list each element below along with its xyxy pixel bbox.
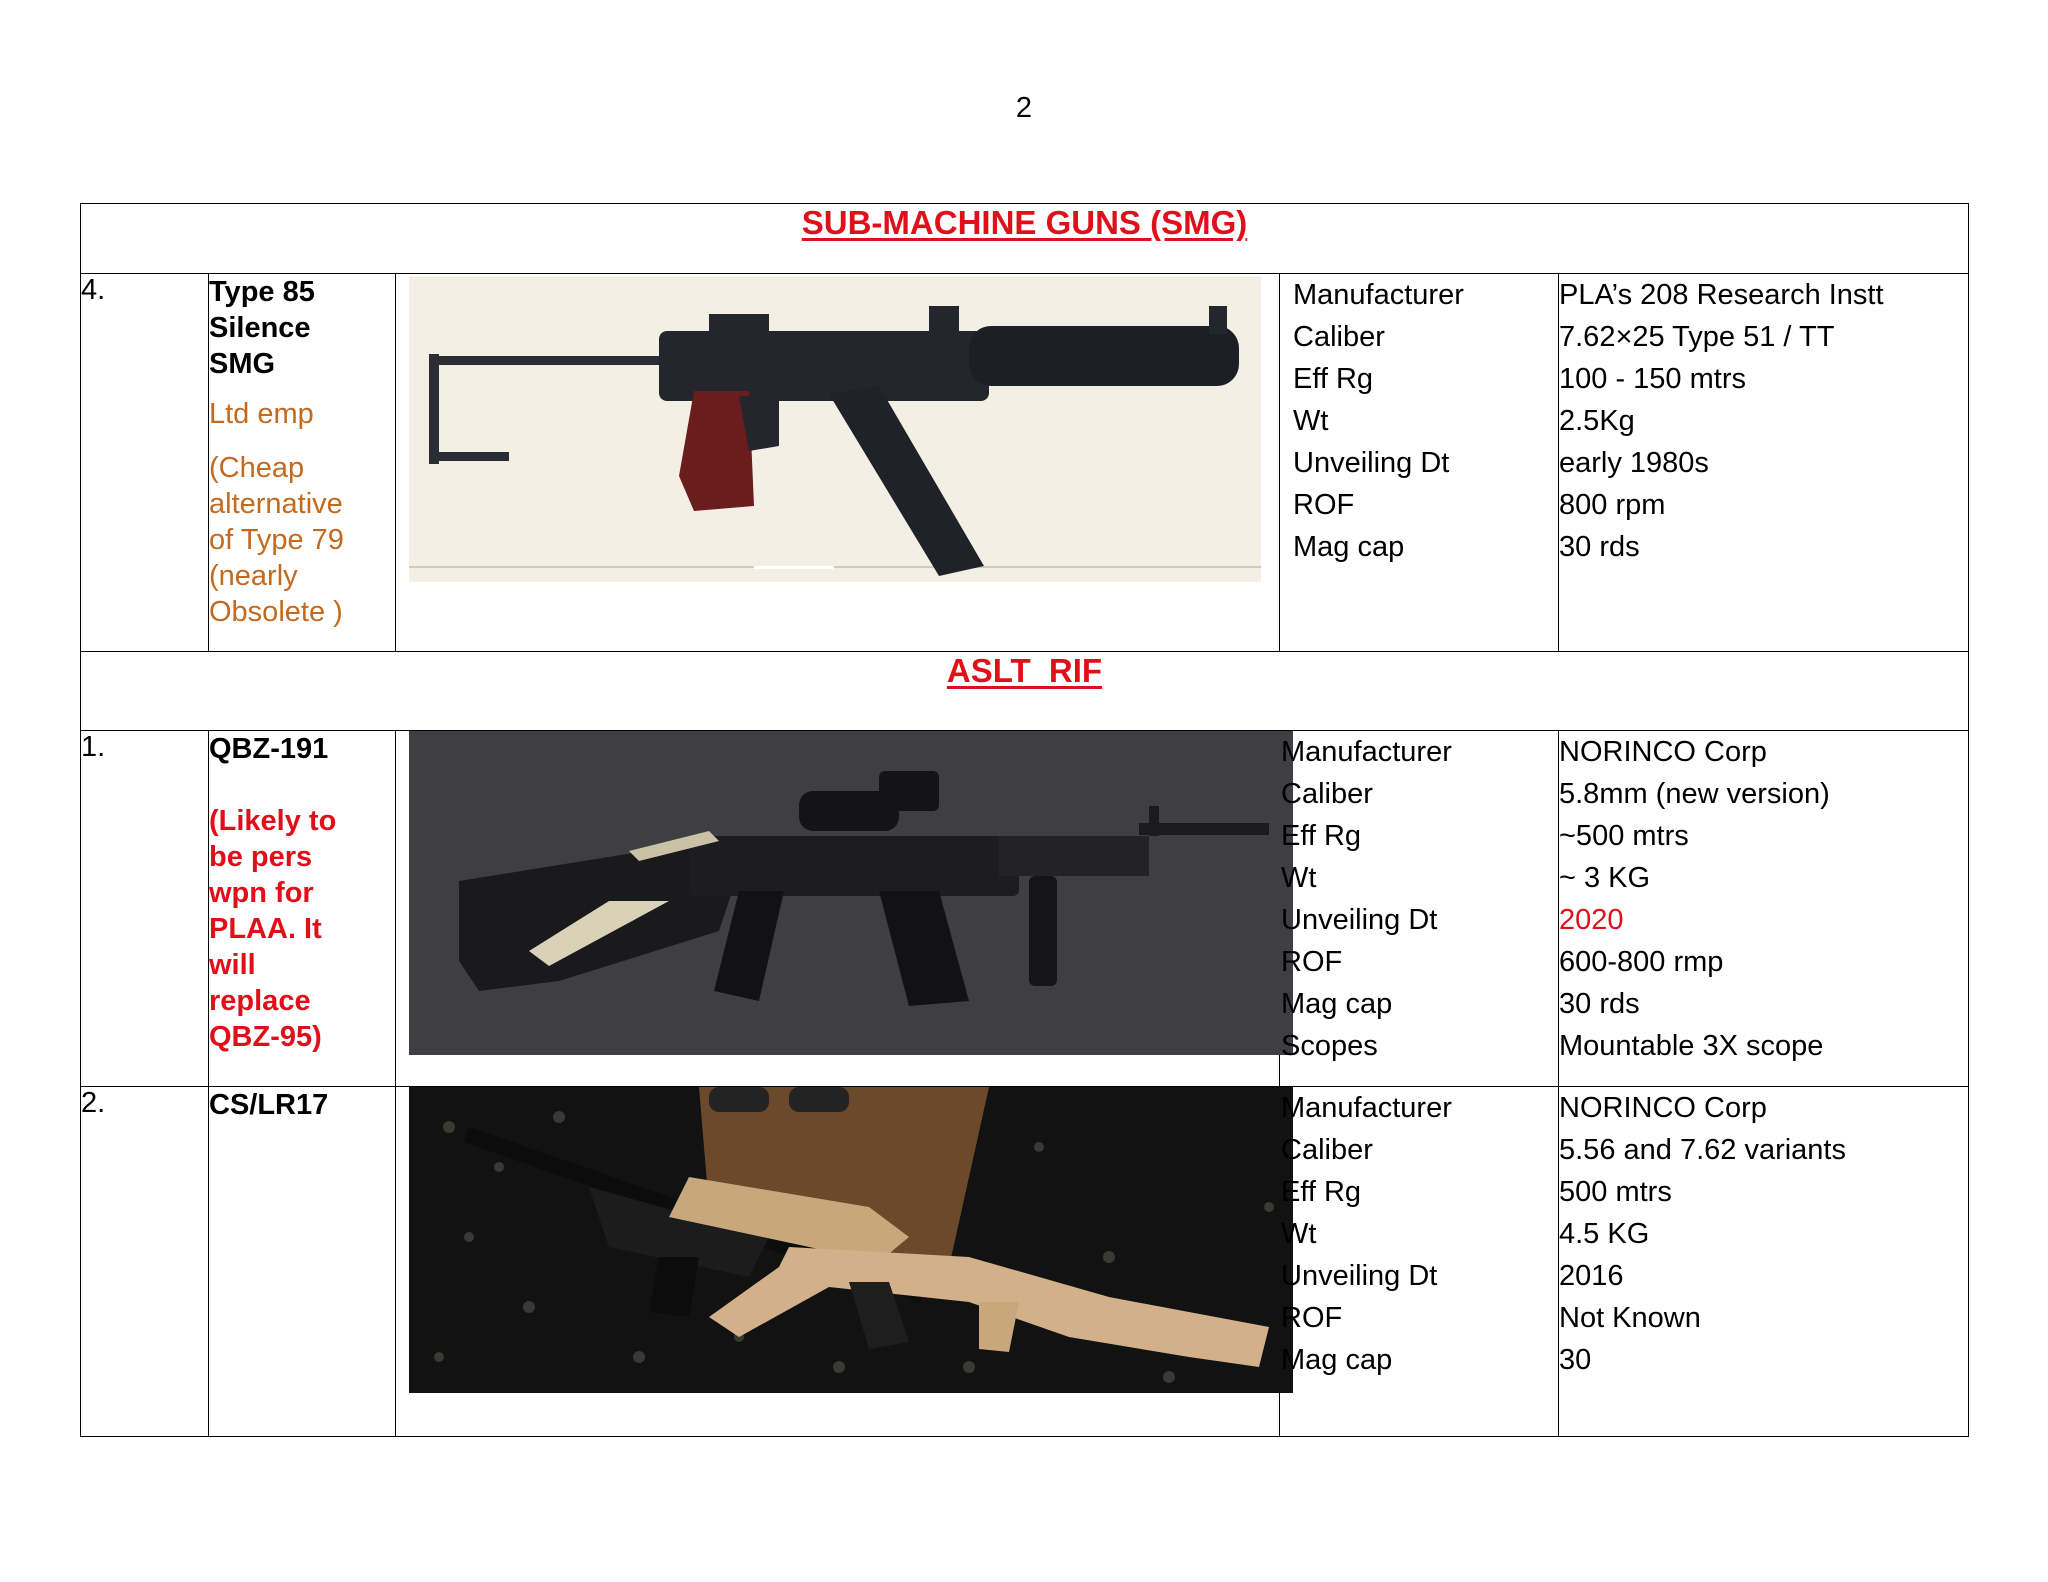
spec-values: NORINCO Corp 5.56 and 7.62 variants 500 mtrs 4.5 KG 2016 Not Known 30 xyxy=(1559,1087,1969,1437)
weapon-note-detail: (Cheap alternative of Type 79 (nearly Obsolete ) xyxy=(209,452,344,628)
spec-values: NORINCO Corp 5.8mm (new version) ~500 mtrs ~ 3 KG 2020 600-800 rmp 30 rds Mountable 3X scope xyxy=(1559,731,1969,1087)
section-title: ASLT RIF xyxy=(946,652,1103,689)
weapon-name: Type 85 Silence SMG xyxy=(209,276,315,380)
weapon-note: Ltd emp xyxy=(209,398,314,430)
row-number: 4. xyxy=(81,274,209,652)
type-85-smg-image xyxy=(409,276,1261,582)
weapon-name-cell xyxy=(209,1087,396,1437)
row-number: 1. xyxy=(81,731,209,1087)
section-header-aslt-rif xyxy=(81,652,1969,731)
section-title: SUB-MACHINE GUNS (SMG) xyxy=(801,204,1248,241)
weapon-name-cell xyxy=(209,731,396,1087)
page-number: 2 xyxy=(1015,92,1033,124)
weapon-name-cell xyxy=(209,274,396,652)
table-row xyxy=(81,731,1969,1087)
spec-labels: Manufacturer Caliber Eff Rg Wt Unveiling Dt ROF Mag cap xyxy=(1280,1087,1559,1437)
weapon-image-cell xyxy=(396,731,1280,1087)
weapon-image-cell xyxy=(396,1087,1280,1437)
weapon-name: CS/LR17 xyxy=(209,1089,329,1121)
weapon-note: (Likely to be pers wpn for PLAA. It will replace QBZ-95) xyxy=(209,805,337,1053)
row-number: 2. xyxy=(81,1087,209,1437)
spec-labels: Manufacturer Caliber Eff Rg Wt Unveiling Dt ROF Mag cap xyxy=(1280,274,1559,652)
weapon-name: QBZ-191 xyxy=(209,733,329,765)
cs-lr17-rifle-image xyxy=(409,1087,1293,1393)
spec-labels: Manufacturer Caliber Eff Rg Wt Unveiling Dt ROF Mag cap Scopes xyxy=(1280,731,1559,1087)
table-row xyxy=(81,274,1969,652)
section-header-smg xyxy=(81,204,1969,274)
qbz-191-rifle-image xyxy=(409,731,1293,1055)
weapons-table xyxy=(80,203,1969,1437)
weapon-image-cell xyxy=(396,274,1280,652)
table-row xyxy=(81,1087,1969,1437)
unveiling-date-value: 2020 xyxy=(1559,904,1624,936)
spec-values: PLA’s 208 Research Instt 7.62×25 Type 51 / TT 100 - 150 mtrs 2.5Kg early 1980s 800 rpm 30 rds xyxy=(1559,274,1969,652)
